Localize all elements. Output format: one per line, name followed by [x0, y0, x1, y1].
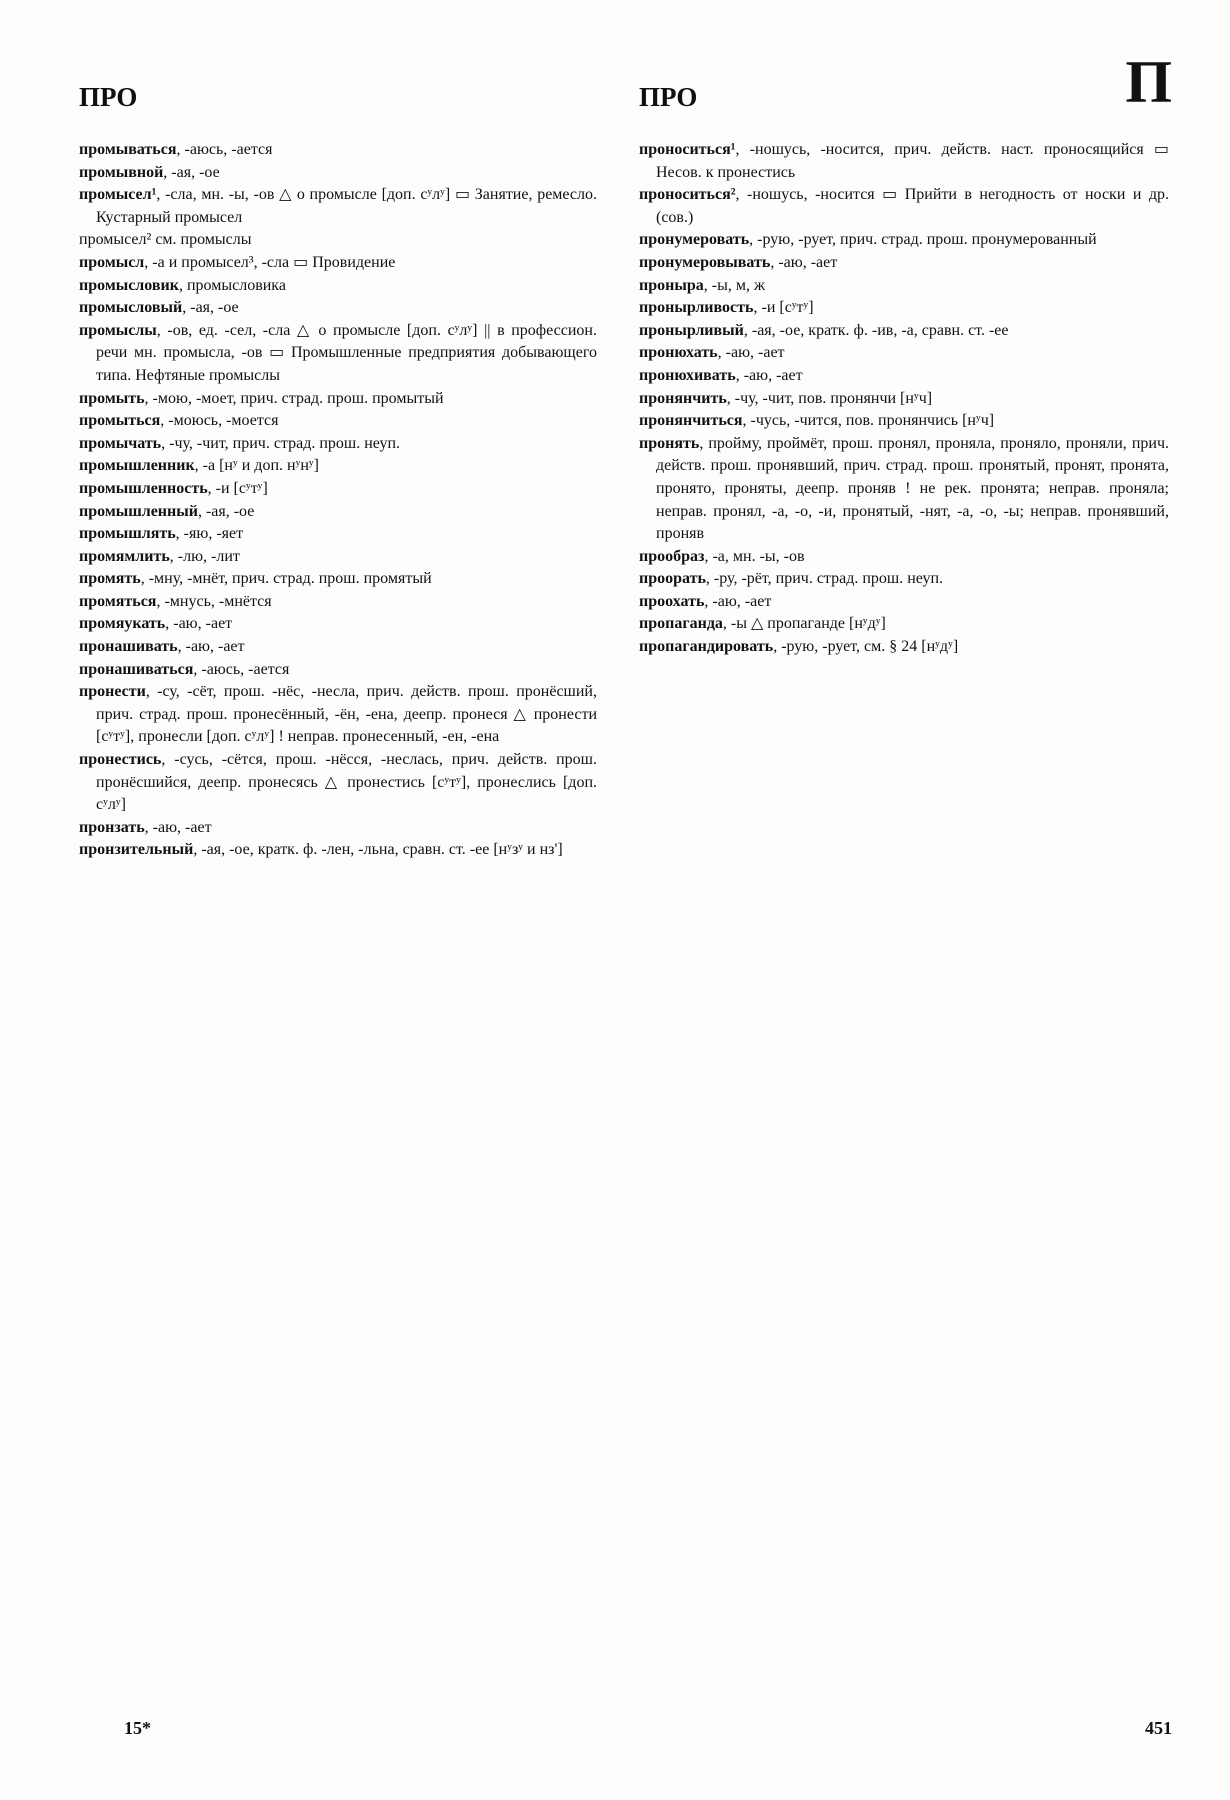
dictionary-entry [639, 252, 1169, 275]
dictionary-entry [79, 591, 597, 614]
dictionary-entry [79, 568, 597, 591]
headword: пропагандировать [639, 638, 774, 656]
headword: проорать [639, 570, 706, 588]
dictionary-entry [79, 297, 597, 320]
headword: проохать [639, 592, 705, 610]
entry-text: , -мою, -моет, прич. страд. прош. промытый [144, 389, 444, 407]
entry-text: , -ая, -ое [182, 299, 239, 317]
headword: пронумеровать [639, 231, 750, 249]
dictionary-entry [79, 546, 597, 569]
entry-text: , -ая, -ое, кратк. ф. -ив, -а, сравн. ст. -ее [743, 321, 1009, 339]
headword: промямлить [79, 547, 170, 565]
headword: промышленник [79, 457, 195, 475]
running-head-left: ПРО [79, 82, 138, 112]
entry-text: , -сла, мн. -ы, -ов △ о промысле [доп. сʸлʸ] ▭ Занятие, ремесло. Кустарный промысел [96, 186, 597, 226]
right-column [639, 139, 1169, 659]
dictionary-entry [639, 320, 1169, 343]
headword: промыться [79, 412, 161, 430]
entry-text: , -аю, -ает [165, 615, 233, 633]
headword: пронзительный [79, 841, 194, 859]
entry-text: , -аюсь, -ается [193, 660, 290, 678]
dictionary-entry [79, 749, 597, 817]
headword: промысл [79, 253, 145, 271]
headword: пронырa [639, 276, 704, 294]
headword: пронырливость [639, 299, 754, 317]
dictionary-entry [79, 229, 597, 252]
dictionary-entry [79, 613, 597, 636]
headword: пронзать [79, 818, 145, 836]
entry-text: , -ов, ед. -сел, -сла △ о промысле [доп. сʸлʸ] || в профессион. речи мн. промысла, -ов ▭ Промышленные предприятия добывающего типа. Нефтяные промыслы [96, 321, 597, 384]
entry-text: , -ношусь, -носится, прич. действ. наст. проносящийся ▭ Несов. к пронестись [656, 141, 1169, 181]
headword: промысловик [79, 276, 179, 294]
dictionary-entry [639, 184, 1169, 229]
entry-text: , -и [сʸтʸ] [207, 479, 268, 497]
headword: пронюхать [639, 344, 718, 362]
headword: пронестись [79, 751, 162, 769]
headword: пронянчиться [639, 412, 743, 430]
entry-text: , -аю, -ает [144, 818, 212, 836]
entry-text: , -ая, -ое [197, 502, 255, 520]
entry-text: , -мну, -мнёт, прич. страд. прош. промятый [140, 570, 432, 588]
entry-text: , -су, -сёт, прош. -нёс, -несла, прич. действ. прош. пронёсший, прич. страд. прош. пронесённый, -ён, -ена, деепр. пронеся △ пронести [сʸтʸ], пронесли [доп. сʸлʸ] ! неправ. пронесенный, -ен, -ена [96, 683, 597, 746]
section-letter: П [1125, 49, 1172, 115]
entry-text: , -ая, -ое, кратк. ф. -лен, -льна, сравн. ст. -ее [нʸзʸ и нз'] [193, 841, 563, 859]
dictionary-entry [79, 320, 597, 388]
dictionary-entry [79, 162, 597, 185]
headword: пронашивать [79, 638, 178, 656]
headword: прообраз [639, 547, 705, 565]
entry-text: , -яю, -яет [175, 525, 244, 543]
headword: промываться [79, 141, 177, 158]
entry-text: , -ру, -рёт, прич. страд. прош. неуп. [705, 570, 944, 588]
headword: пронюхивать [639, 366, 736, 384]
dictionary-entry [639, 591, 1169, 614]
entry-text: , -аю, -ает [735, 366, 803, 384]
dictionary-entry [639, 275, 1169, 298]
dictionary-entry [639, 139, 1169, 184]
entry-text: , -моюсь, -моется [160, 412, 279, 430]
headword: промысловый [79, 299, 183, 317]
entry-text: , -ы, м, ж [703, 276, 765, 294]
headword: промыть [79, 389, 145, 407]
headword: проноситься¹ [639, 141, 736, 158]
entry-text: , -ы △ пропаганде [нʸдʸ] [722, 615, 886, 633]
headword: промяукать [79, 615, 166, 633]
entry-text: , -а, мн. -ы, -ов [704, 547, 805, 565]
entry-text: , -мнусь, -мнётся [156, 592, 272, 610]
dictionary-entry [639, 636, 1169, 659]
dictionary-entry [639, 229, 1169, 252]
headword: пропаганда [639, 615, 723, 633]
dictionary-entry [639, 433, 1169, 546]
headword: пронашиваться [79, 660, 194, 678]
signature-mark: 15* [124, 1718, 151, 1738]
dictionary-entry [639, 365, 1169, 388]
entry-text: , -аю, -ает [770, 253, 838, 271]
dictionary-entry [639, 613, 1169, 636]
dictionary-entry [79, 817, 597, 840]
entry-text: , промысловика [178, 276, 286, 294]
page-number: 451 [1145, 1718, 1172, 1738]
entry-text: , -а [нʸ и доп. нʸнʸ] [194, 457, 319, 475]
left-column [79, 139, 597, 862]
dictionary-entry [79, 252, 597, 275]
dictionary-entry [79, 478, 597, 501]
headword: промычать [79, 434, 162, 452]
headword: пронянчить [639, 389, 727, 407]
headword: промыслы [79, 321, 157, 339]
entry-text: промысел² см. промыслы [79, 231, 252, 249]
entry-text: , -чу, -чит, прич. страд. прош. неуп. [161, 434, 401, 452]
entry-text: , -чусь, -чится, пов. пронянчись [нʸч] [742, 412, 995, 430]
entry-text: , -ношусь, -носится ▭ Прийти в негодность от носки и др. (сов.) [656, 186, 1169, 226]
headword: промяться [79, 592, 157, 610]
dictionary-entry [639, 388, 1169, 411]
entry-text: , -аю, -ает [177, 638, 245, 656]
headword: пронять [639, 434, 700, 452]
dictionary-entry [79, 410, 597, 433]
dictionary-entry [639, 546, 1169, 569]
headword: пронумеровывать [639, 253, 771, 271]
dictionary-entry [639, 568, 1169, 591]
headword: промышленность [79, 479, 208, 497]
entry-text: , -аю, -ает [704, 592, 772, 610]
headword: промышлять [79, 525, 176, 543]
entry-text: , -аюсь, -ается [176, 141, 273, 158]
entry-text: , -сусь, -сётся, прош. -нёсся, -неслась, прич. действ. прош. пронёсшийся, деепр. пронесясь △ пронестись [сʸтʸ], пронеслись [доп. сʸлʸ] [96, 751, 597, 814]
entry-text: , -рую, -рует, прич. страд. прош. пронумерованный [749, 231, 1097, 249]
dictionary-entry [79, 433, 597, 456]
entry-text: , -лю, -лит [169, 547, 240, 565]
dictionary-entry [639, 297, 1169, 320]
entry-text: , -чу, -чит, пов. пронянчи [нʸч] [726, 389, 933, 407]
headword: промышленный [79, 502, 198, 520]
dictionary-entry [79, 388, 597, 411]
entry-text: , -аю, -ает [717, 344, 785, 362]
dictionary-entry [79, 523, 597, 546]
headword: проноситься² [639, 186, 736, 204]
dictionary-entry [79, 275, 597, 298]
dictionary-entry [79, 139, 597, 162]
entry-text: , -и [сʸтʸ] [753, 299, 814, 317]
dictionary-entry [79, 501, 597, 524]
headword: пронести [79, 683, 146, 701]
headword: промывной [79, 163, 164, 181]
entry-text: , -а и промысел³, -сла ▭ Провидение [144, 253, 396, 271]
entry-text: , -ая, -ое [163, 163, 220, 181]
dictionary-entry [639, 342, 1169, 365]
dictionary-entry [79, 659, 597, 682]
dictionary-entry [79, 681, 597, 749]
dictionary-entry [639, 410, 1169, 433]
dictionary-entry [79, 839, 597, 862]
headword: пронырливый [639, 321, 744, 339]
dictionary-entry [79, 184, 597, 229]
dictionary-entry [79, 636, 597, 659]
dictionary-entry [79, 455, 597, 478]
running-head-right: ПРО [639, 82, 698, 112]
entry-text: , пройму, проймёт, прош. пронял, проняла, проняло, проняли, прич. действ. прош. пронявший, прич. страд. прош. пронятый, пронят, пронята, пронято, проняты, деепр. проняв ! не рек. пронята; неправ. проняла; неправ. пронял, -а, -о, -и, пронятый, -нят, -а, -о, -ы; неправ. пронявший, проняв [656, 434, 1169, 543]
headword: промять [79, 570, 141, 588]
entry-text: , -рую, -рует, см. § 24 [нʸдʸ] [773, 638, 959, 656]
headword: промысел¹ [79, 186, 157, 204]
